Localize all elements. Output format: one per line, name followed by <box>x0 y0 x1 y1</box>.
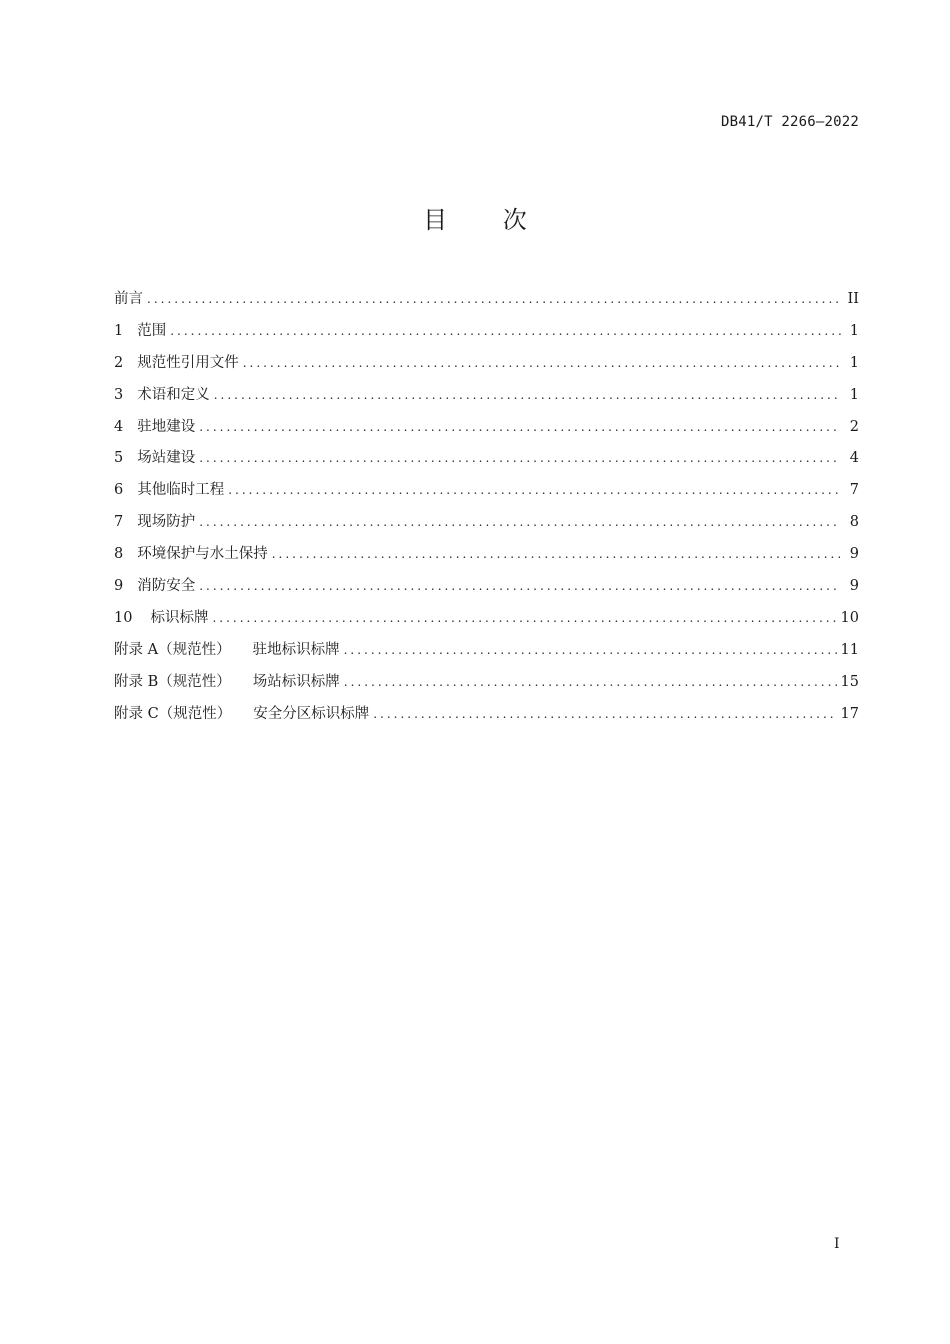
toc-entry-label: 规范性引用文件 <box>137 354 239 371</box>
toc-entry-page: 15 <box>840 673 859 690</box>
toc-entry-4[interactable] <box>114 415 859 447</box>
toc-annex-text <box>114 702 369 726</box>
toc-entry-1[interactable] <box>114 319 859 351</box>
toc-entry-page: 9 <box>849 578 859 595</box>
toc-entry-number: 5 <box>114 450 124 467</box>
toc-annex-label: 场站标识标牌 <box>252 673 340 690</box>
toc-entry-number: 10 <box>114 609 133 626</box>
toc-entry-page: 11 <box>840 641 859 658</box>
toc-leader-dots <box>212 606 836 630</box>
toc-entry-label: 驻地建设 <box>137 418 196 435</box>
toc-entry-label: 其他临时工程 <box>137 482 225 499</box>
page-number: I <box>834 1236 840 1252</box>
toc-entry-foreword[interactable] <box>114 287 859 319</box>
toc-leader-dots <box>199 446 841 470</box>
toc-leader-dots <box>344 638 837 662</box>
toc-leader-dots <box>147 287 841 311</box>
toc-entry-label: 环境保护与水土保持 <box>137 546 268 563</box>
toc-entry-page: 2 <box>849 418 859 435</box>
toc-entry-text <box>114 542 268 566</box>
toc-annex-c[interactable] <box>114 702 859 734</box>
toc-title: 目 次 <box>423 206 551 234</box>
toc-leader-dots <box>272 542 841 566</box>
toc-leader-dots <box>373 702 836 726</box>
toc-annex-label: 驻地标识标牌 <box>252 641 340 658</box>
toc-entry-page: II <box>847 291 859 307</box>
toc-entry-label: 标识标牌 <box>150 609 209 626</box>
toc-entry-number: 2 <box>114 354 124 371</box>
document-code: DB41/T 2266—2022 <box>720 114 859 130</box>
toc-entry-page: 10 <box>840 609 859 626</box>
toc-entry-page: 1 <box>849 386 859 403</box>
toc-entry-page: 17 <box>840 705 859 722</box>
toc-leader-dots <box>344 670 837 694</box>
table-of-contents <box>114 287 859 733</box>
toc-annex-b[interactable] <box>114 670 859 702</box>
toc-entry-label: 消防安全 <box>137 578 196 595</box>
toc-entry-text <box>114 606 208 630</box>
toc-entry-9[interactable] <box>114 574 859 606</box>
toc-leader-dots <box>199 574 841 598</box>
toc-annex-label: 安全分区标识标牌 <box>253 705 370 722</box>
toc-entry-label: 场站建设 <box>137 450 196 467</box>
toc-entry-10[interactable] <box>114 606 859 638</box>
toc-annex-text <box>114 638 340 662</box>
toc-annex-prefix: 附录 B（规范性） <box>114 673 231 690</box>
toc-entry-text <box>114 415 195 439</box>
toc-entry-label: 术语和定义 <box>137 386 210 403</box>
toc-leader-dots <box>199 510 841 534</box>
toc-entry-text <box>114 319 166 343</box>
toc-leader-dots <box>170 319 841 343</box>
toc-entry-6[interactable] <box>114 478 859 510</box>
toc-leader-dots <box>214 383 841 407</box>
toc-entry-page: 7 <box>849 482 859 499</box>
toc-entry-text <box>114 574 195 598</box>
toc-annex-text <box>114 670 340 694</box>
toc-entry-page: 1 <box>849 354 859 371</box>
toc-entry-number: 4 <box>114 418 124 435</box>
toc-entry-5[interactable] <box>114 446 859 478</box>
toc-entry-text <box>114 478 224 502</box>
toc-entry-2[interactable] <box>114 351 859 383</box>
toc-entry-text <box>114 383 210 407</box>
toc-entry-7[interactable] <box>114 510 859 542</box>
toc-entry-3[interactable] <box>114 383 859 415</box>
toc-entry-page: 9 <box>849 546 859 563</box>
toc-leader-dots <box>228 478 841 502</box>
toc-entry-label: 现场防护 <box>137 514 196 531</box>
toc-leader-dots <box>199 415 841 439</box>
toc-annex-prefix: 附录 C（规范性） <box>114 705 232 722</box>
toc-entry-text <box>114 510 195 534</box>
toc-entry-number: 9 <box>114 578 124 595</box>
toc-annex-prefix: 附录 A（规范性） <box>114 641 231 658</box>
toc-entry-number: 6 <box>114 482 124 499</box>
toc-entry-page: 8 <box>849 514 859 531</box>
toc-entry-page: 4 <box>849 450 859 467</box>
toc-entry-number: 3 <box>114 386 124 403</box>
toc-entry-8[interactable] <box>114 542 859 574</box>
toc-entry-page: 1 <box>849 322 859 339</box>
toc-entry-number: 1 <box>114 322 124 339</box>
toc-entry-text <box>114 351 239 375</box>
toc-entry-number: 7 <box>114 514 124 531</box>
toc-entry-text <box>114 446 195 470</box>
toc-leader-dots <box>243 351 841 375</box>
toc-annex-a[interactable] <box>114 638 859 670</box>
toc-entry-number: 8 <box>114 546 124 563</box>
toc-entry-label: 范围 <box>137 322 167 339</box>
toc-entry-label: 前言 <box>114 291 143 307</box>
